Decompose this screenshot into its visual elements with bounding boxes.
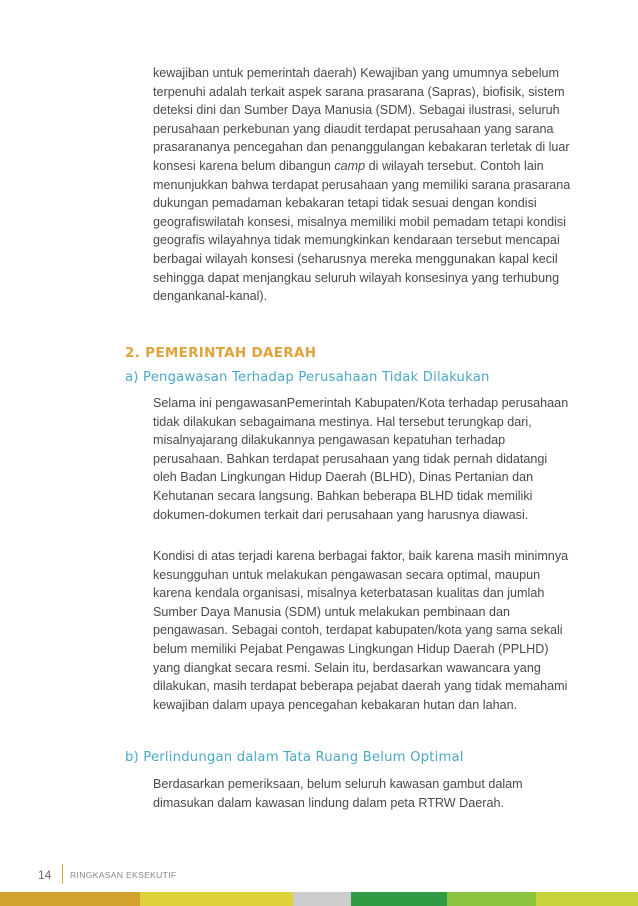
bottom-color-bar <box>0 892 638 906</box>
bar-segment <box>536 892 638 906</box>
intro-paragraph: kewajiban untuk pemerintah daerah) Kewajiban yang umumnya sebelum terpenuhi adalah terkait aspek sarana prasarana (Sapras), biofisik, sistem deteksi dini dan Sumber Daya Manusia (SDM). Sebagai ilustrasi, seluruh perusahaan perkebunan yang diaudit terdapat perusahaan yang sarana prasarananya pencegahan dan penanggulangan kebakaran terletak di luar konsesi karena belum dibangun camp di wilayah tersebut. Contoh lain menunjukkan bahwa terdapat perusahaan yang memiliki sarana prasarana dukungan pemadaman kebakaran tetapi tidak sesuai dengan kondisi geografiswilatah konsesi, misalnya memiliki mobil pemadam tetapi kondisi geografis wilayahnya tidak memungkinkan kendaraan tersebut mencapai berbagai wilayah konsesi (seharusnya mereka menggunakan kapal kecil sehingga dapat menjangkau seluruh wilayah konsesinya yang terhubung dengankanal-kanal). <box>153 66 571 304</box>
bar-segment <box>140 892 293 906</box>
subsection-a-paragraph-1: Selama ini pengawasanPemerintah Kabupaten/Kota terhadap perusahaan tidak dilakukan sebagaimana mestinya. Hal tersebut terungkap dari, misalnyajarang dilakukannya pengawasan kepatuhan terhadap perusahaan. Bahkan terdapat perusahaan yang tidak pernah didatangi oleh Badan Lingkungan Hidup Daerah (BLHD), Dinas Pertanian dan Kehutanan secara langsung. Bahkan beberapa BLHD tidak memiliki dokumen-dokumen terkait dari perusahaan yang harusnya diawasi. <box>153 396 569 522</box>
bar-segment <box>447 892 536 906</box>
subsection-b-paragraph-1: Berdasarkan pemeriksaan, belum seluruh kawasan gambut dalam dimasukan dalam kawasan lindung dalam peta RTRW Daerah. <box>153 777 523 810</box>
subsection-heading-b: b) Perlindungan dalam Tata Ruang Belum Optimal <box>125 750 464 765</box>
emphasis-camp: camp <box>334 158 366 173</box>
section-heading-pemerintah-daerah: 2. PEMERINTAH DAERAH <box>125 345 317 361</box>
bar-segment <box>351 892 447 906</box>
footer-divider <box>62 864 63 884</box>
footer-label: RINGKASAN EKSEKUTIF <box>70 870 177 880</box>
page-footer <box>0 864 638 886</box>
subsection-a-paragraph-2: Kondisi di atas terjadi karena berbagai faktor, baik karena masih minimnya kesungguhan untuk melakukan pengawasan secara optimal, maupun karena kendala organisasi, misalnya keterbatasan kualitas dan jumlah Sumber Daya Manusia (SDM) untuk melakukan pembinaan dan pengawasan. Sebagai contoh, terdapat kabupaten/kota yang sama sekali belum memiliki Pejabat Pengawas Lingkungan Hidup Daerah (PPLHD) yang diangkat secara resmi. Selain itu, berdasarkan wawancara yang dilakukan, masih terdapat beberapa pejabat daerah yang tidak memahami kewajiban dalam upaya pencegahan kebakaran hutan dan lahan. <box>153 549 569 712</box>
bar-segment <box>0 892 140 906</box>
bar-segment <box>293 892 350 906</box>
page-number: 14 <box>38 868 52 882</box>
subsection-heading-a: a) Pengawasan Terhadap Perusahaan Tidak Dilakukan <box>125 370 490 385</box>
